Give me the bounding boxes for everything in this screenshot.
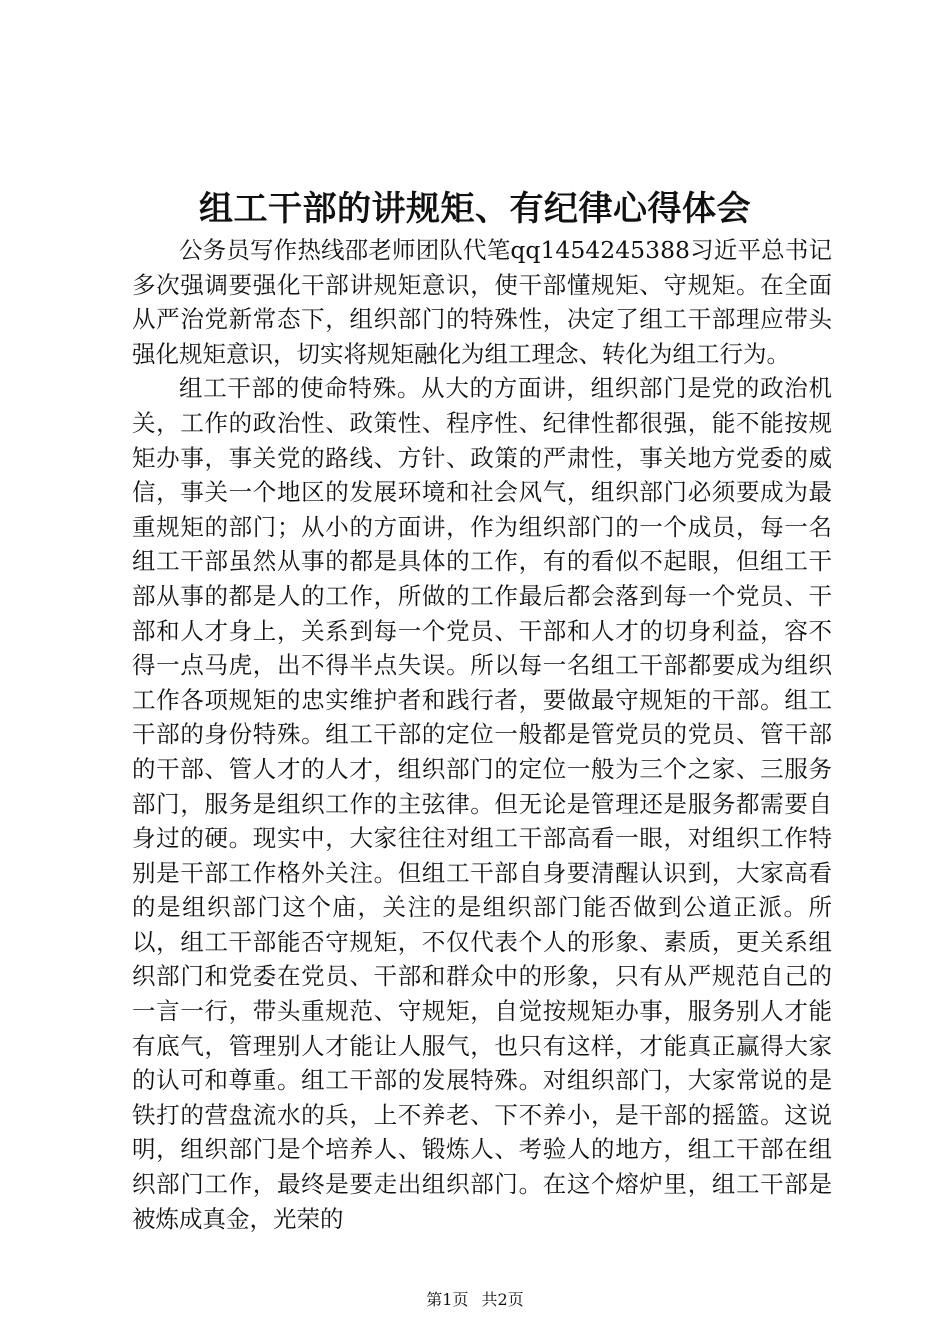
paragraph: 组工干部的使命特殊。从大的方面讲，组织部门是党的政治机关，工作的政治性、政策性、程序性、纪律性都很强，能不能按规矩办事，事关党的路线、方针、政策的严肃性，事关地方党委的威信，事关一个地区的发展环境和社会风气，组织部门必须要成为最重规矩的部门；从小的方面讲，作为组织部门的一个成员，每一名组工干部虽然从事的都是具体的工作，有的看似不起眼，但组工干部从事的都是人的工作，所做的工作最后都会落到每一个党员、干部和人才身上，关系到每一个党员、干部和人才的切身利益，容不得一点马虎，出不得半点失误。所以每一名组工干部都要成为组织工作各项规矩的忠实维护者和践行者，要做最守规矩的干部。组工干部的身份特殊。组工干部的定位一般都是管党员的党员、管干部的干部、管人才的人才，组织部门的定位一般为三个之家、三服务部门，服务是组织工作的主弦律。但无论是管理还是服务都需要自身过的硬。现实中，大家往往对组工干部高看一眼，对组织工作特别是干部工作格外关注。但组工干部自身要清醒认识到，大家高看的是组织部门这个庙，关注的是组织部门能否做到公道正派。所以，组工干部能否守规矩，不仅代表个人的形象、素质，更关系组织部门和党委在党员、干部和群众中的形象，只有从严规范自己的一言一行，带头重规范、守规矩，自觉按规矩办事，服务别人才能有底气，管理别人才能让人服气，也只有这样，才能真正赢得大家的认可和尊重。组工干部的发展特殊。对组织部门，大家常说的是铁打的营盘流水的兵，上不养老、下不养小，是干部的摇篮。这说明，组织部门是个培养人、锻炼人、考验人的地方，组工干部在组织部门工作，最终是要走出组织部门。在这个熔炉里，组工干部是被炼成真金，光荣的	[132, 374, 832, 1233]
page-number: 第1页	[426, 1290, 469, 1309]
paragraph: 公务员写作热线邵老师团队代笔qq1454245388习近平总书记多次强调要强化干部讲规矩意识，使干部懂规矩、守规矩。在全面从严治党新常态下，组织部门的特殊性，决定了组工干部理应带头强化规矩意识，切实将规矩融化为组工理念、转化为组工行为。	[132, 236, 832, 368]
page-footer	[0, 1288, 950, 1312]
page-total: 共2页	[481, 1290, 524, 1309]
document-title: 组工干部的讲规矩、有纪律心得体会	[199, 189, 751, 229]
document-body	[132, 233, 832, 1236]
